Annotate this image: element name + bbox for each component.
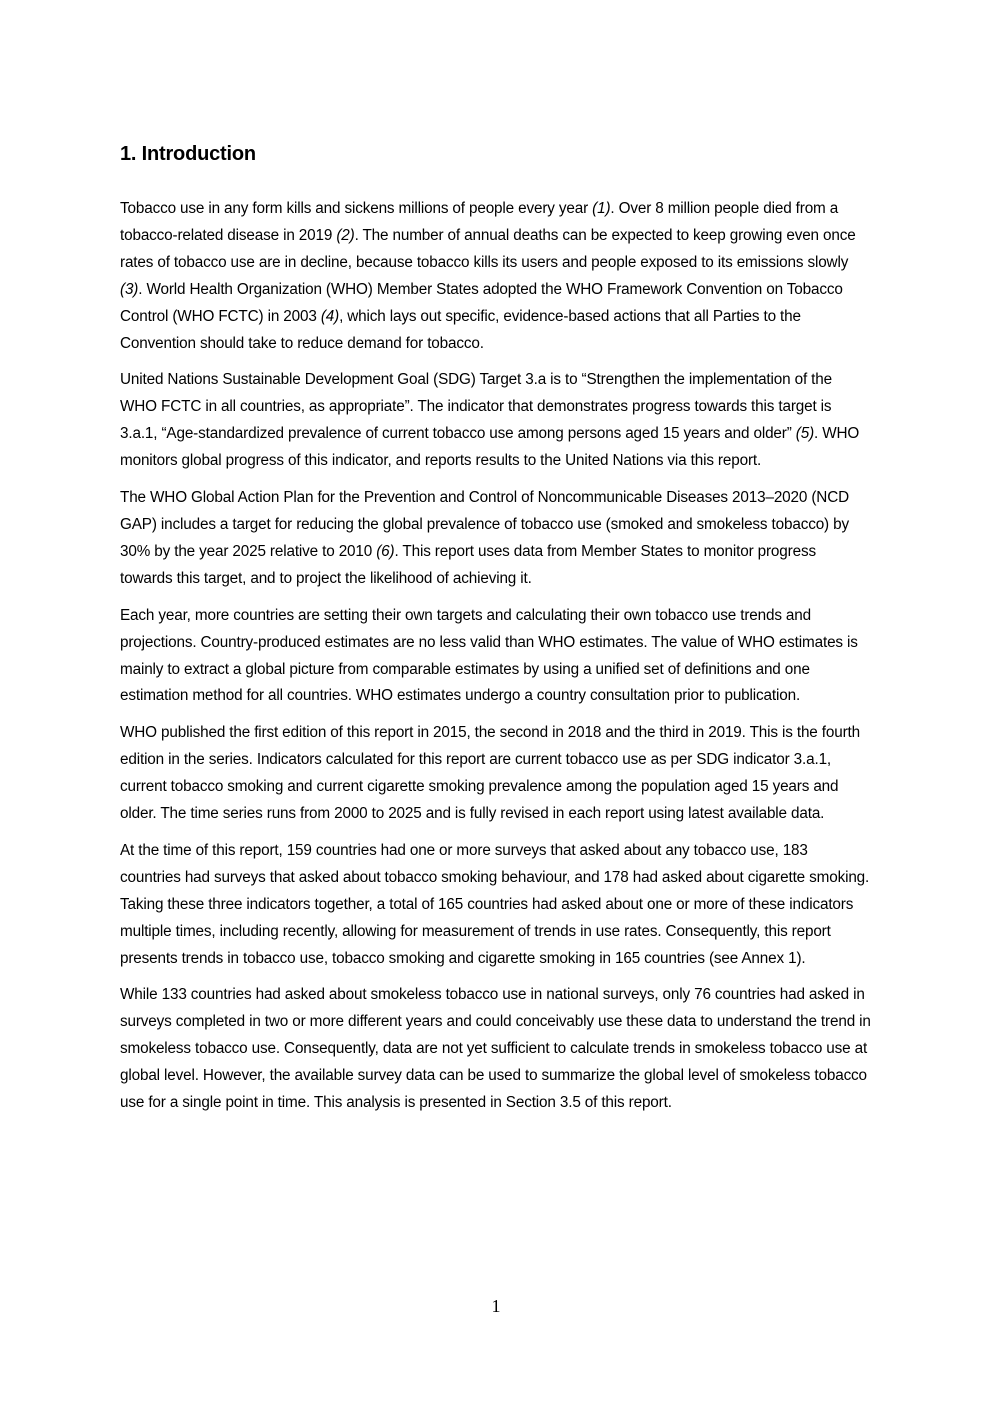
citation: (3) [120, 280, 139, 298]
page-number: 1 [491, 1296, 501, 1316]
text-run: United Nations Sustainable Development Goal (SDG) Target 3.a is to “Strengthen the implementation of the WHO FCTC in all countries, as appropriate”. The indicator that demonstrates progress towards this target is 3.a.1, “Age-standardized prevalence of current tobacco use among persons aged 15 years and older” [120, 371, 832, 443]
text-run: WHO published the first edition of this report in 2015, the second in 2018 and the third in 2019. This is the fourth edition in the series. Indicators calculated for this report are current tobacco use as per SDG indicator 3.a.1, current tobacco smoking and current cigarette smoking prevalence among the population aged 15 years and older. The time series runs from 2000 to 2025 and is fully revised in each report using latest available data. [120, 724, 860, 823]
text-run: , which lays out specific, evidence-based actions that all Parties to the Convention should take to reduce demand for tobacco. [120, 307, 801, 352]
text-run: . This report uses data from Member States to monitor progress towards this target, and to project the likelihood of achieving it. [120, 542, 816, 587]
text-run: At the time of this report, 159 countries had one or more surveys that asked about any tobacco use, 183 countries had surveys that asked about tobacco smoking behaviour, and 178 had asked about cigarette smoking. Taking these three indicators together, a total of 165 countries had asked about one or more of these indicators multiple times, including recently, allowing for measurement of trends in use rates. Consequently, this report presents trends in tobacco use, tobacco smoking and cigarette smoking in 165 countries (see Annex 1). [120, 841, 870, 967]
paragraph-7 [120, 982, 872, 1117]
text-run: . Over 8 million people died from a tobacco-related disease in 2019 [120, 200, 839, 244]
paragraph-5 [120, 720, 872, 828]
text-run: Tobacco use in any form kills and sickens millions of people every year [120, 200, 593, 217]
citation: (6) [376, 542, 395, 560]
text-run: . WHO monitors global progress of this indicator, and reports results to the United Nations via this report. [120, 425, 860, 470]
paragraph-1 [120, 196, 872, 357]
paragraph-2 [120, 367, 872, 475]
text-run: . World Health Organization (WHO) Member States adopted the WHO Framework Convention on Tobacco Control (WHO FCTC) in 2003 [120, 280, 843, 325]
citation: (2) [336, 226, 355, 244]
document-page [120, 138, 872, 1127]
text-run: Each year, more countries are setting their own targets and calculating their own tobacco use trends and projections. Country-produced estimates are no less valid than WHO estimates. The value of WHO estimates is mainly to extract a global picture from comparable estimates by using a unified set of definitions and one estimation method for all countries. WHO estimates undergo a country consultation prior to publication. [120, 606, 858, 705]
citation: (5) [795, 425, 815, 443]
text-run: . The number of annual deaths can be expected to keep growing even once rates of tobacco use are in decline, because tobacco kills its users and people exposed to its emissions slowly [120, 226, 856, 271]
paragraph-4 [120, 603, 872, 711]
paragraph-6 [120, 838, 872, 973]
paragraph-3 [120, 485, 872, 593]
citation: (4) [320, 307, 340, 325]
citation: (1) [592, 200, 611, 217]
text-run: The WHO Global Action Plan for the Prevention and Control of Noncommunicable Diseases 2013–2020 (NCD GAP) includes a target for reducing the global prevalence of tobacco use (smoked and smokeless tobacco) by 30% by the year 2025 relative to 2010 [120, 489, 849, 560]
text-run: While 133 countries had asked about smokeless tobacco use in national surveys, only 76 countries had asked in surveys completed in two or more different years and could conceivably use these data to understand the trend in smokeless tobacco use. Consequently, data are not yet sufficient to calculate trends in smokeless tobacco use at global level. However, the available survey data can be used to summarize the global level of smokeless tobacco use for a single point in time. This analysis is presented in Section 3.5 of this report. [120, 986, 871, 1112]
section-heading: 1. Introduction [120, 143, 256, 165]
